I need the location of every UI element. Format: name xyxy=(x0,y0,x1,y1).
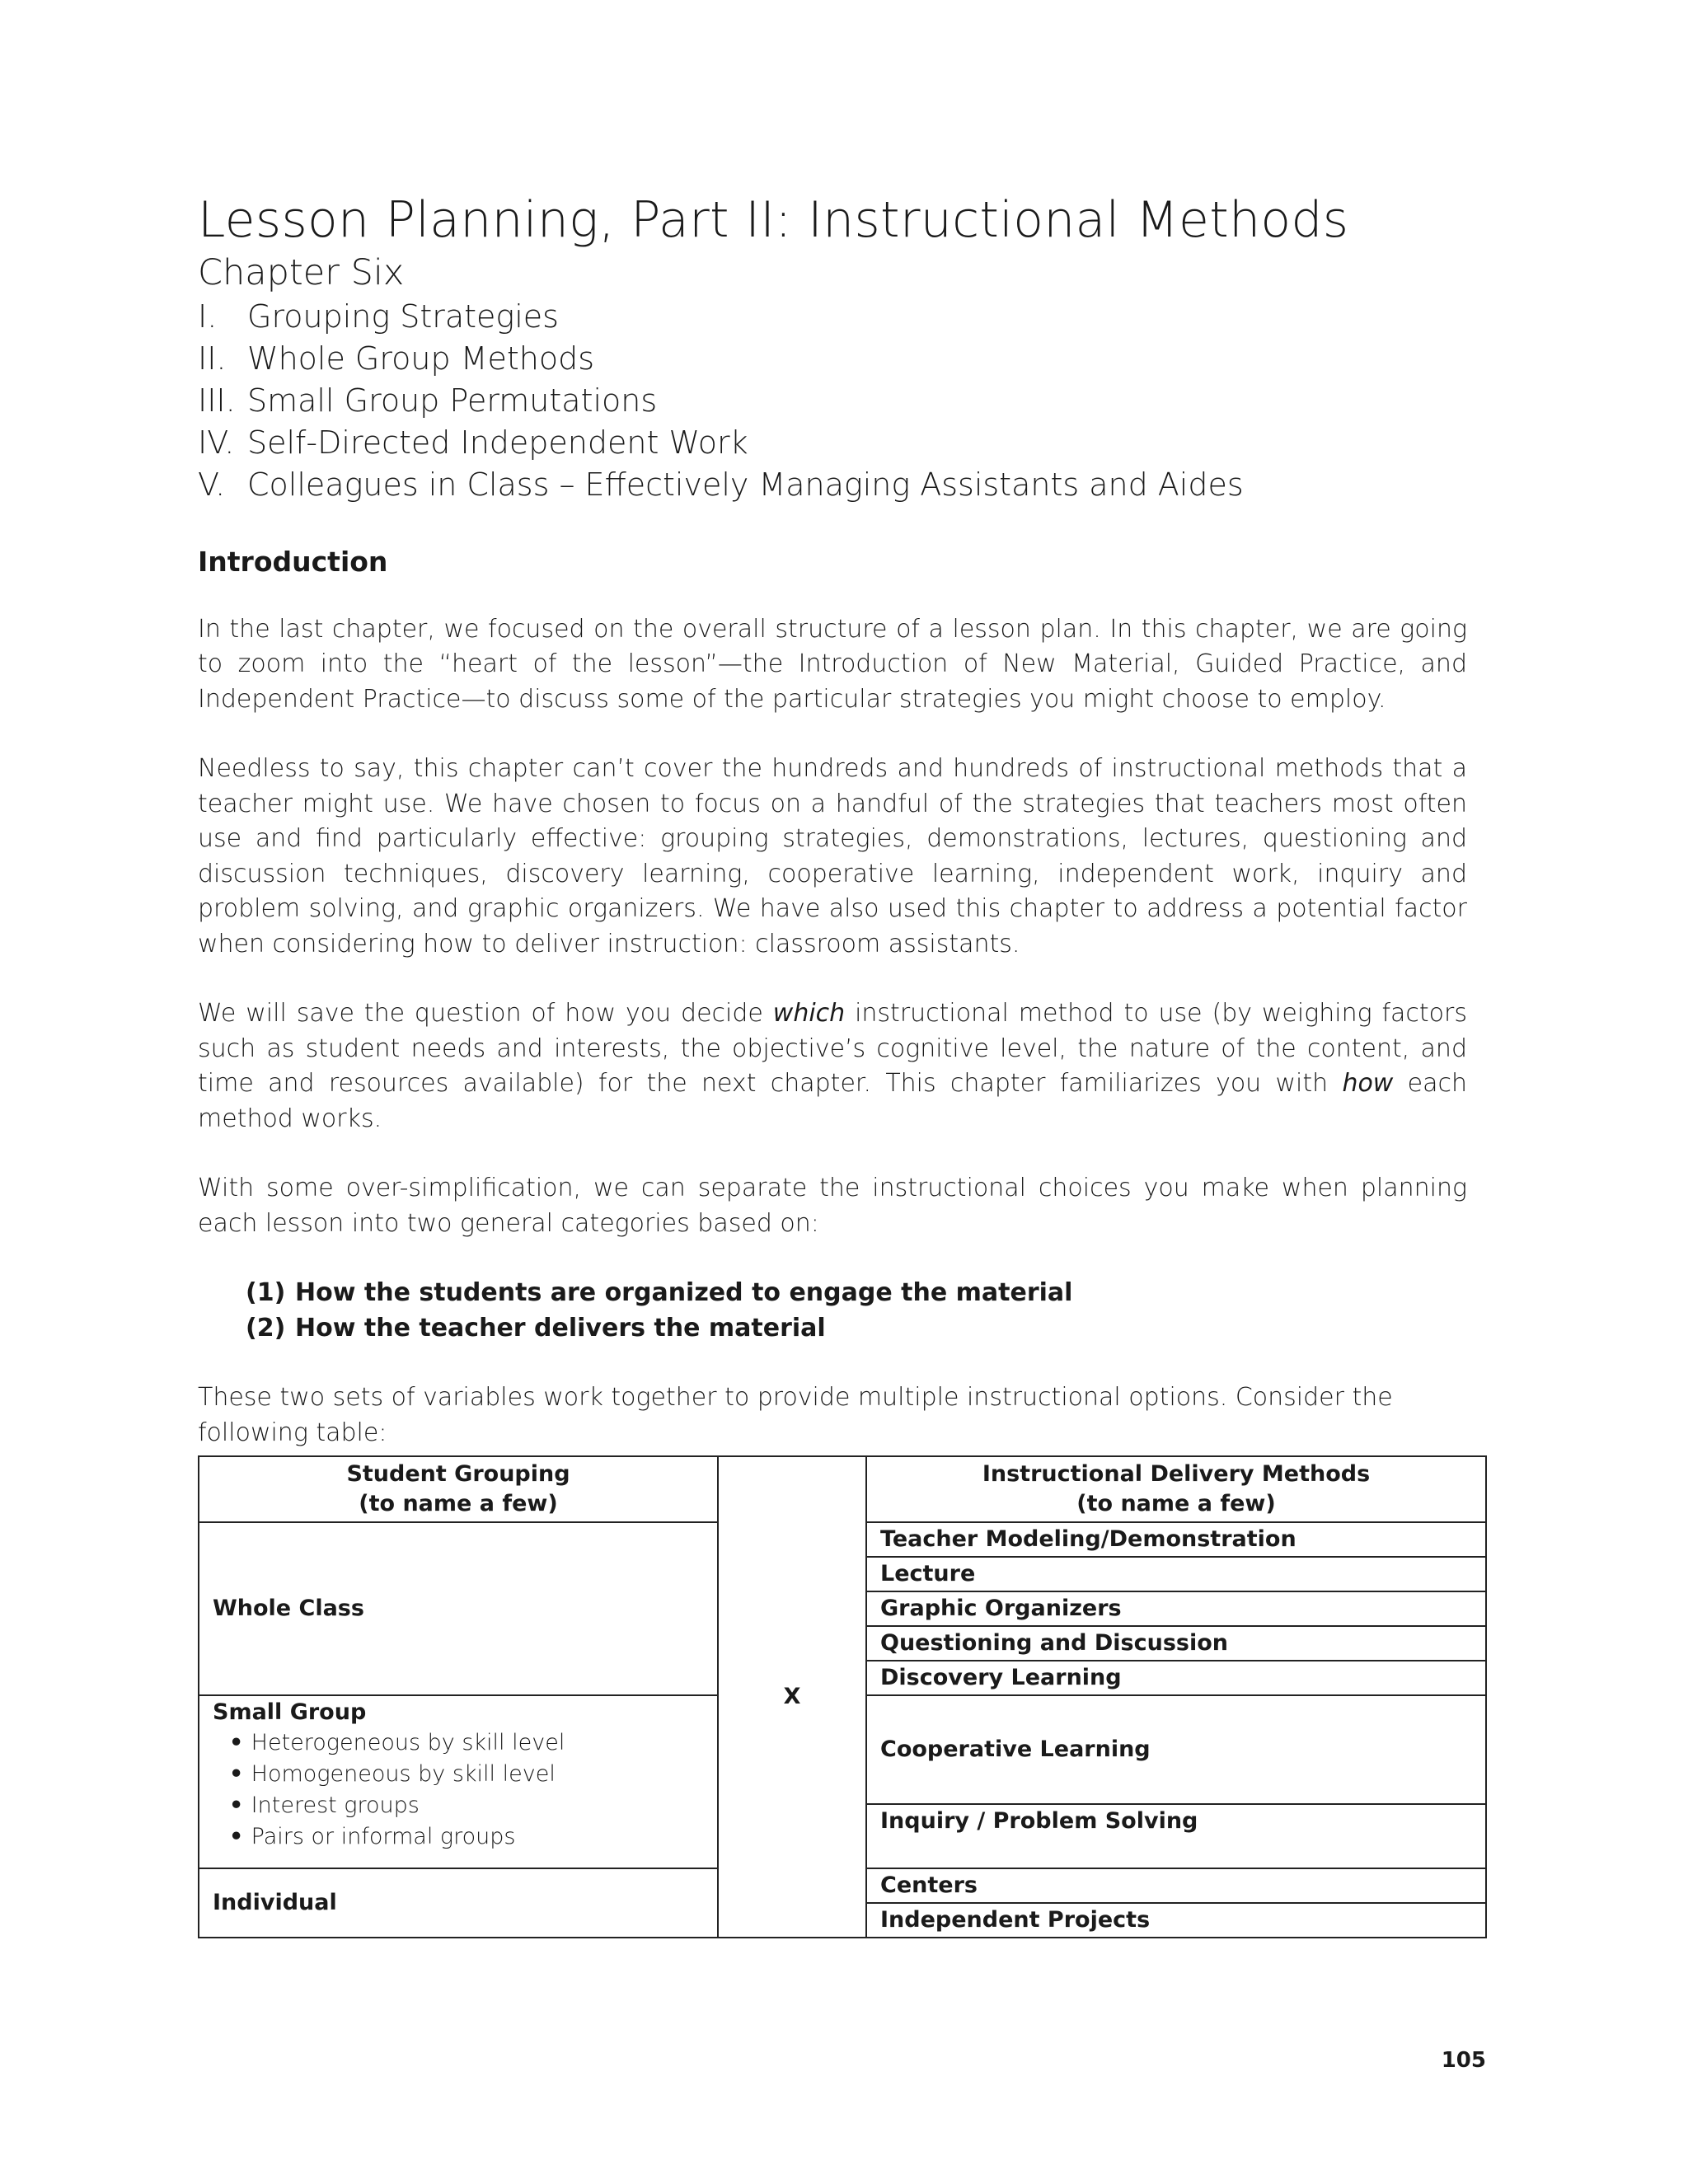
numbered-item xyxy=(246,1311,1467,1347)
text-run: each method works. xyxy=(198,1069,1467,1133)
header-line: Instructional Delivery Methods xyxy=(982,1461,1371,1488)
methods-table xyxy=(198,1455,1487,1938)
small-group-item: • Interest groups xyxy=(229,1790,704,1821)
small-group-label: Small Group xyxy=(213,1699,367,1726)
numbered-list xyxy=(246,1276,1467,1346)
header-line: (to name a few) xyxy=(359,1491,558,1517)
small-group-item: • Homogeneous by skill level xyxy=(229,1759,704,1790)
method-cell: Teacher Modeling/Demonstration xyxy=(866,1522,1486,1557)
paragraph-3 xyxy=(198,996,1467,1137)
method-cell: Independent Projects xyxy=(866,1903,1486,1938)
cell-small-group xyxy=(199,1695,718,1868)
cell-individual: Individual xyxy=(199,1868,718,1938)
small-group-item: • Heterogeneous by skill level xyxy=(229,1727,704,1759)
paragraph-4: With some over-simplification, we can separate the instructional choices you make when planning each lesson into two general categories based on: xyxy=(198,1174,1467,1238)
text-run: We will save the question of how you decide xyxy=(198,999,773,1029)
method-cell: Cooperative Learning xyxy=(866,1695,1486,1804)
outline-num: II. xyxy=(198,340,227,377)
paragraph-2: Needless to say, this chapter can’t cover the hundreds and hundreds of instructional methods that a teacher might use. We have chosen to focus on a handful of the strategies that teachers most often use and find particularly effective: grouping strategies, demonstrations, lectures, questioning and discussion techniques, discovery learning, cooperative learning, independent work, inquiry and problem solving, and graphic organizers. We have also used this chapter to address a potential factor when considering how to deliver instruction: classroom assistants. xyxy=(198,754,1467,958)
emphasis-how: how xyxy=(1342,1069,1394,1099)
header-line: (to name a few) xyxy=(1076,1491,1276,1517)
item-text: How the teacher delivers the material xyxy=(295,1313,826,1343)
method-cell: Centers xyxy=(866,1868,1486,1903)
outline-num: I. xyxy=(198,298,218,335)
small-group-list xyxy=(213,1727,704,1853)
page-content xyxy=(198,190,1467,1938)
chapter-outline xyxy=(198,296,1467,506)
small-group-item: • Pairs or informal groups xyxy=(229,1821,704,1853)
method-cell: Graphic Organizers xyxy=(866,1591,1486,1626)
page-title: Lesson Planning, Part II: Instructional Methods xyxy=(198,191,1349,249)
table-cross-cell: X xyxy=(718,1456,866,1938)
outline-item xyxy=(198,380,1467,422)
method-cell: Inquiry / Problem Solving xyxy=(866,1804,1486,1868)
method-cell: Discovery Learning xyxy=(866,1661,1486,1695)
outline-num: V. xyxy=(198,466,226,503)
outline-text: Self-Directed Independent Work xyxy=(247,424,748,461)
item-number: (2) xyxy=(246,1313,286,1343)
emphasis-which: which xyxy=(772,999,846,1029)
text-run: instructional method to use (by weighing factors such as student needs and interests, the objective’s cognitive level, the nature of the content, and time and resources available) for the next chapter. This chapter familiarizes you with xyxy=(198,999,1467,1099)
paragraph-5: These two sets of variables work together to provide multiple instructional options. Consider the following table: xyxy=(198,1383,1393,1447)
method-cell: Lecture xyxy=(866,1557,1486,1591)
outline-text: Whole Group Methods xyxy=(247,340,595,377)
outline-item xyxy=(198,464,1467,506)
outline-item xyxy=(198,422,1467,464)
outline-num: IV. xyxy=(198,424,235,461)
cell-whole-class: Whole Class xyxy=(199,1522,718,1695)
method-cell: Questioning and Discussion xyxy=(866,1626,1486,1661)
table-header-methods xyxy=(866,1456,1486,1522)
page-number: 105 xyxy=(1441,2048,1486,2073)
outline-num: III. xyxy=(198,382,236,419)
outline-text: Grouping Strategies xyxy=(247,298,559,335)
item-text: How the students are organized to engage the material xyxy=(295,1278,1073,1308)
item-number: (1) xyxy=(246,1278,286,1308)
chapter-subtitle: Chapter Six xyxy=(198,252,405,293)
outline-text: Colleagues in Class – Effectively Managing Assistants and Aides xyxy=(247,466,1244,503)
paragraph-1: In the last chapter, we focused on the overall structure of a lesson plan. In this chapter, we are going to zoom into the “heart of the lesson”—the Introduction of New Material, Guided Practice, and Independent Practice—to discuss some of the particular strategies you might choose to employ. xyxy=(198,614,1467,714)
outline-item xyxy=(198,296,1467,338)
table-header-grouping xyxy=(199,1456,718,1522)
outline-text: Small Group Permutations xyxy=(247,382,658,419)
numbered-item xyxy=(246,1276,1467,1311)
introduction-heading: Introduction xyxy=(198,545,388,578)
header-line: Student Grouping xyxy=(346,1461,570,1488)
outline-item xyxy=(198,338,1467,380)
